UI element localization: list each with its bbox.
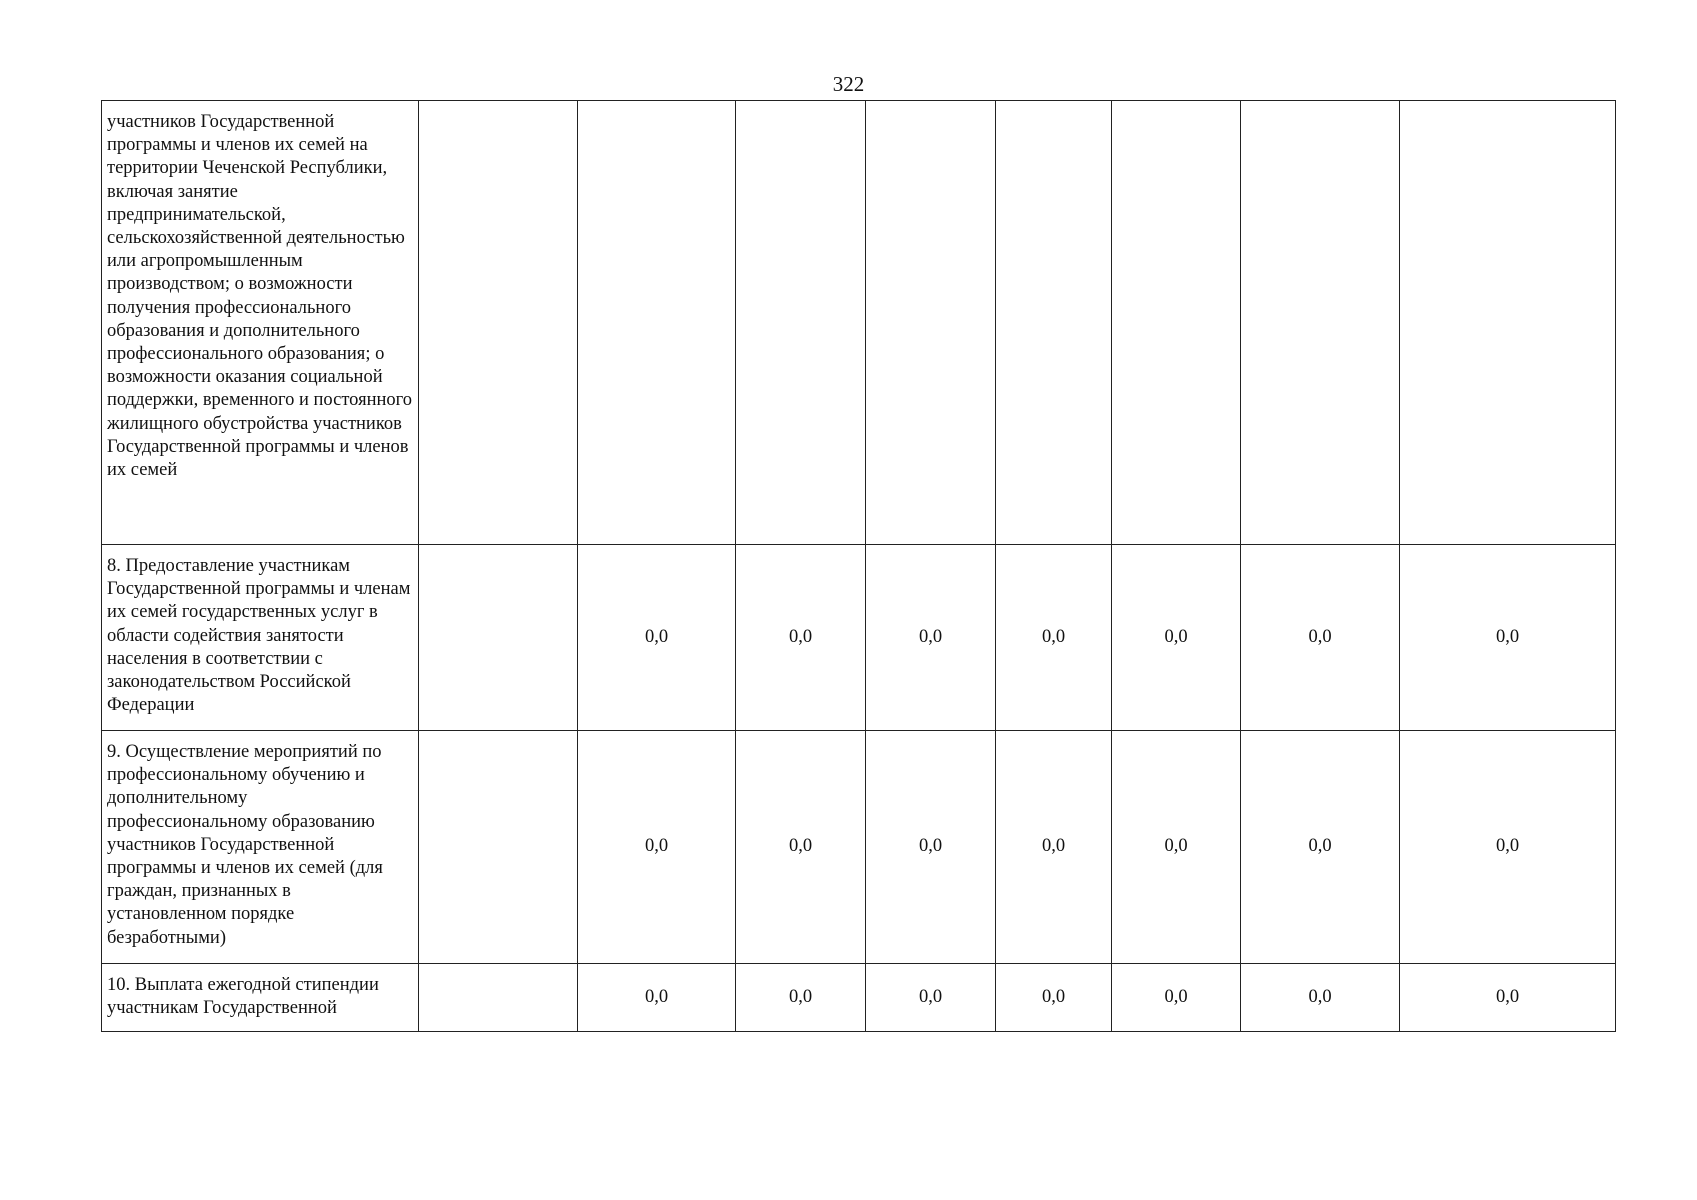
value-cell: 0,0 — [578, 964, 736, 1032]
value-cell — [996, 101, 1112, 545]
table-row — [102, 545, 1616, 731]
row-description: участников Государственной программы и членов их семей на территории Чеченской Республики, включая занятие предпринимательской, сельскохозяйственной деятельностью или агропромышленным производством; о возможности получения профессионального образования и дополнительного профессионального образования; о возможности оказания социальной поддержки, временного и постоянного жилищного обустройства участников Государственной программы и членов их семей — [102, 101, 419, 545]
row-source — [419, 101, 578, 545]
row-description: 8. Предоставление участникам Государственной программы и членам их семей государственных услуг в области содействия занятости населения в соответствии с законодательством Российской Федерации — [102, 545, 419, 731]
value-cell: 0,0 — [996, 545, 1112, 731]
row-description: 10. Выплата ежегодной стипендии участникам Государственной — [102, 964, 419, 1032]
value-cell: 0,0 — [1112, 964, 1241, 1032]
value-cell: 0,0 — [866, 964, 996, 1032]
value-cell: 0,0 — [866, 545, 996, 731]
value-cell — [866, 101, 996, 545]
value-cell: 0,0 — [1400, 545, 1616, 731]
value-cell: 0,0 — [1112, 731, 1241, 964]
row-source — [419, 545, 578, 731]
value-cell: 0,0 — [736, 731, 866, 964]
value-cell — [736, 101, 866, 545]
table-row — [102, 731, 1616, 964]
activities-table — [101, 100, 1616, 1032]
value-cell: 0,0 — [996, 964, 1112, 1032]
value-cell: 0,0 — [1400, 731, 1616, 964]
table-row — [102, 964, 1616, 1032]
value-cell: 0,0 — [736, 964, 866, 1032]
value-cell: 0,0 — [578, 731, 736, 964]
value-cell: 0,0 — [1241, 545, 1400, 731]
value-cell — [578, 101, 736, 545]
value-cell — [1112, 101, 1241, 545]
value-cell: 0,0 — [1400, 964, 1616, 1032]
page-number: 322 — [832, 72, 865, 96]
value-cell: 0,0 — [736, 545, 866, 731]
value-cell: 0,0 — [866, 731, 996, 964]
value-cell: 0,0 — [996, 731, 1112, 964]
table-row — [102, 101, 1616, 545]
value-cell — [1241, 101, 1400, 545]
row-description: 9. Осуществление мероприятий по профессиональному обучению и дополнительному профессиональному образованию участников Государственной программы и членов их семей (для граждан, признанных в установленном порядке безработными) — [102, 731, 419, 964]
row-source — [419, 964, 578, 1032]
value-cell: 0,0 — [1112, 545, 1241, 731]
value-cell: 0,0 — [1241, 964, 1400, 1032]
value-cell — [1400, 101, 1616, 545]
row-source — [419, 731, 578, 964]
value-cell: 0,0 — [578, 545, 736, 731]
value-cell: 0,0 — [1241, 731, 1400, 964]
